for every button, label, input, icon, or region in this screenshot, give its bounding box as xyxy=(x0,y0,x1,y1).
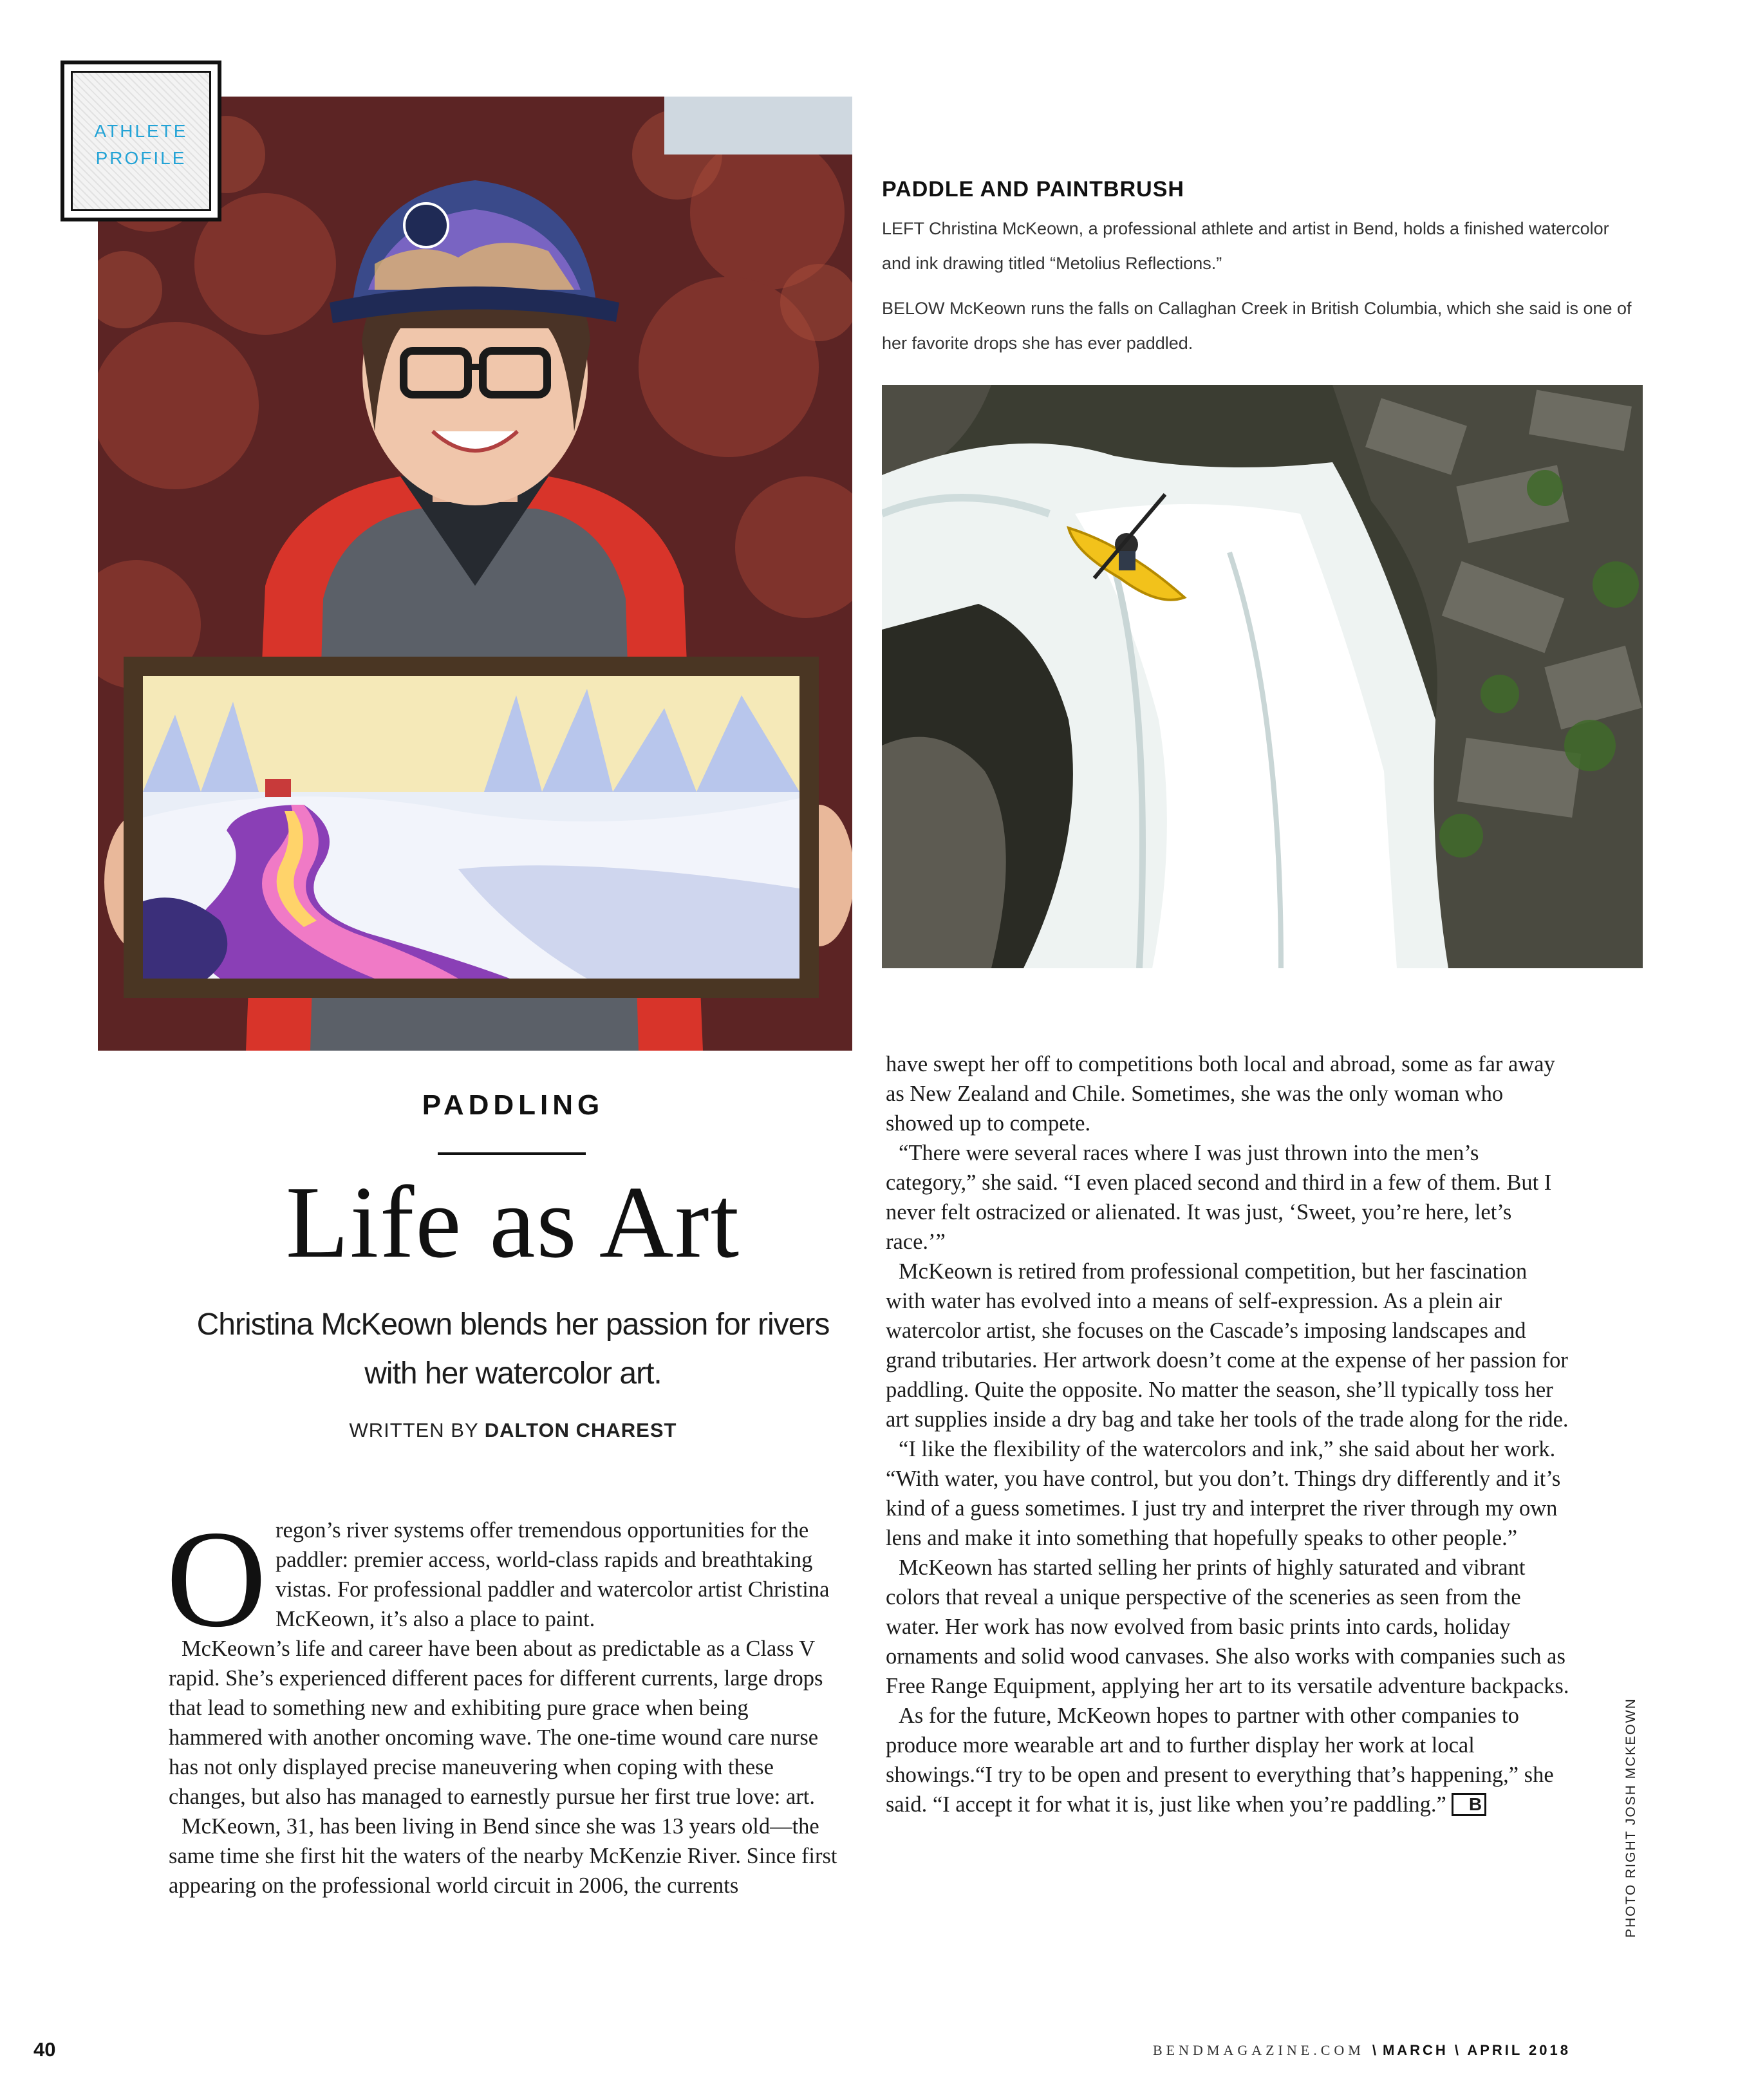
paragraph: “I like the flexibility of the watercolors and ink,” she said about her work. “With water, you have control, but you don’t. Things dry differently and it’s kind of a guess sometimes. I just try and interpret the river through my own lens and make it into something that hopefully speaks to other people.” xyxy=(886,1437,1561,1550)
footer-issue: MARCH \ APRIL 2018 xyxy=(1382,2042,1571,2058)
article-headline: Life as Art xyxy=(285,1165,741,1279)
paragraph: McKeown, 31, has been living in Bend since she was 13 years old—the same time she first hit the waters of the nearby McKenzie River. Since first appearing on the professional world circuit in 2006, the currents xyxy=(169,1814,837,1898)
paragraph-text: As for the future, McKeown hopes to partner with other companies to produce more wearable art and to further display her work at local showings.“I try to be open and present to everything that’s happening,” she said. “I accept it for what it is, just like when you’re paddling.” xyxy=(886,1703,1554,1817)
paragraph xyxy=(886,1701,1571,1819)
caption-below-text: BELOW McKeown runs the falls on Callaghan Creek in British Columbia, which she said is one of her favorite drops she has ever paddled. xyxy=(882,299,1632,353)
paragraph: McKeown’s life and career have been about as predictable as a Class V rapid. She’s experienced different paces for different currents, large drops that lead to something new and exhibiting pure grace when being hammered with another oncoming wave. The one-time wound care nurse has not only displayed precise maneuvering when coping with these changes, but also has managed to earnestly pursue her first true love: art. xyxy=(169,1636,823,1809)
paragraph: McKeown is retired from professional competition, but her fascination with water has evolved into a means of self-expression. As a plein air watercolor artist, she focuses on the Cascade’s imposing landscapes and grand tributaries. Her artwork doesn’t come at the expense of her passion for paddling. Quite the opposite. No matter the season, she’ll typically toss her art supplies inside a dry bag and take her tools of the trade along for the ride. xyxy=(886,1259,1569,1432)
end-mark-icon: B xyxy=(1452,1793,1486,1816)
badge-inner xyxy=(71,71,211,211)
footer-separator: \ xyxy=(1372,2042,1376,2058)
photo-credit: PHOTO RIGHT JOSH MCKEOWN xyxy=(1623,1698,1638,1938)
portrait-photo xyxy=(95,97,852,1051)
portrait-illustration xyxy=(95,97,852,1051)
paragraph: have swept her off to competitions both local and abroad, some as far away as New Zealand and Chile. Sometimes, she was the only woman who showed up to compete. xyxy=(886,1052,1555,1136)
article-byline xyxy=(98,1419,928,1442)
waterfall-illustration xyxy=(882,385,1643,968)
caption-left-text: LEFT Christina McKeown, a professional athlete and artist in Bend, holds a finished watercolor and ink drawing titled “Metolius Reflections.” xyxy=(882,219,1609,273)
caption-title: PADDLE AND PAINTBRUSH xyxy=(882,177,1184,202)
athlete-profile-badge xyxy=(61,61,221,221)
article-column-left xyxy=(166,1502,841,1900)
byline-author: DALTON CHAREST xyxy=(484,1419,677,1441)
footer-site: BENDMAGAZINE.COM xyxy=(1152,2042,1365,2058)
badge-line-1: ATHLETE xyxy=(94,121,188,141)
paragraph: McKeown has started selling her prints of highly saturated and vibrant colors that reveal a unique perspective of the sceneries as seen from the water. Her work has now evolved from basic prints into cards, holiday ornaments and solid wood canvases. She also works with companies such as Free Range Equipment, applying her art to its versatile adventure backpacks. xyxy=(886,1555,1569,1698)
drop-cap: O xyxy=(166,1502,266,1656)
byline-prefix: WRITTEN BY xyxy=(349,1419,479,1441)
footer-folio xyxy=(1056,2042,1571,2059)
photo-caption xyxy=(882,177,1641,371)
article-deck: Christina McKeown blends her passion for rivers with her watercolor art. xyxy=(196,1308,830,1391)
paragraph xyxy=(166,1502,841,1656)
page-number: 40 xyxy=(33,2038,56,2061)
kayak-waterfall-photo xyxy=(882,385,1643,968)
paragraph-text: regon’s river systems offer tremendous opportunities for the paddler: premier access, world-class rapids and breathtaking vistas. For professional paddler and watercolor artist Christina McKeown, it’s also a place to paint. xyxy=(276,1518,830,1631)
badge-line-2: PROFILE xyxy=(95,148,187,168)
article-column-right xyxy=(886,1049,1571,1819)
section-divider xyxy=(438,1152,586,1155)
section-label: PADDLING xyxy=(422,1089,604,1121)
paragraph: “There were several races where I was just thrown into the men’s category,” she said. “I even placed second and third in a few of them. But I never felt ostracized or alienated. It was just, ‘Sweet, you’re here, let’s race.’” xyxy=(886,1141,1552,1254)
